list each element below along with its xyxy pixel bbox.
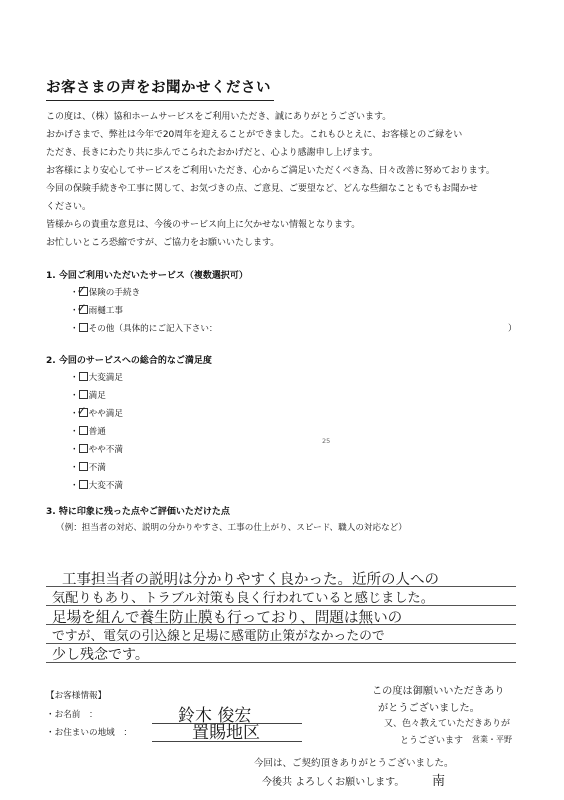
intro-line: 皆様からの貴重な意見は、今後のサービス向上に欠かせない情報となります。 — [46, 220, 361, 230]
page-stamp: 25 — [322, 437, 331, 445]
customer-info-label: 【お客様情報】 — [46, 691, 107, 701]
intro-line: ください。 — [46, 202, 92, 212]
survey-title: お客さまの声をお聞かせください — [46, 80, 271, 96]
title-underline — [46, 100, 274, 101]
checkbox[interactable] — [79, 390, 88, 399]
answer-handwriting-line: 気配りもあり、トラブル対策も良く行われていると感じました。 — [52, 591, 434, 606]
area-label: ・お住まいの地域 ： — [46, 728, 132, 738]
intro-line: ただき、長きにわたり共に歩んでこられたおかげだと、心より感謝申し上げます。 — [46, 148, 378, 158]
name-label: ・お名前 ： — [46, 710, 98, 720]
reply-initial: 南 — [432, 774, 446, 789]
closing-line: 今後共 よろしくお願いします。 — [262, 777, 405, 788]
reply-signature: 営業・平野 — [472, 735, 512, 744]
closing-line: 今回は、ご契約頂きありがとうございました。 — [254, 758, 454, 769]
q3-heading: 3. 特に印象に残った点やご評価いただけた点 — [46, 507, 230, 517]
answer-handwriting-line: 足場を組んで養生防止膜も行っており、問題は無いの — [52, 609, 403, 626]
reply-line: とうございます — [400, 736, 464, 746]
q1-heading: 1. 今回ご利用いただいたサービス（複数選択可） — [46, 271, 248, 281]
q2-heading: 2. 今回のサービスへの総合的なご満足度 — [46, 356, 212, 366]
q1-option-insurance[interactable]: ・ ✓ 保険の手続き — [70, 283, 141, 298]
q1-option-gutter[interactable]: ・ ✓ 雨樋工事 — [70, 301, 123, 316]
intro-line: お忙しいところ恐縮ですが、ご協力をお願いいたします。 — [46, 238, 280, 248]
intro-line: おかげさまで、弊社は今年で20周年を迎えることができました。これもひとえに、お客様とのご縁をい — [46, 130, 463, 140]
checkbox[interactable] — [79, 323, 88, 332]
answer-handwriting-line: 工事担当者の説明は分かりやすく良かった。近所の人への — [62, 572, 439, 588]
q3-example: （例：担当者の対応、説明の分かりやすさ、工事の仕上がり、スピード、職人の対応など） — [56, 523, 407, 533]
checkbox[interactable] — [79, 462, 88, 471]
area-field[interactable]: 置賜地区 — [192, 723, 260, 743]
check-mark-icon: ✓ — [76, 301, 87, 315]
reply-line: 又、色々教えていただきありが — [384, 719, 511, 729]
intro-text — [46, 108, 516, 252]
q2-option-unsatisfied[interactable]: ・ 不満 — [70, 463, 106, 473]
reply-line: この度は御願いいただきあり — [372, 686, 505, 697]
check-mark-icon: ✓ — [76, 283, 87, 297]
answer-handwriting-line: 少し残念です。 — [52, 647, 149, 663]
q2-option-somewhat-unsatisfied[interactable]: ・ やや不満 — [70, 445, 123, 455]
check-mark-icon: ✓ — [76, 404, 87, 418]
q1-option-other[interactable]: ・ その他（具体的にご記入下さい： — [70, 324, 218, 334]
name-field[interactable]: 鈴木 俊宏 — [178, 706, 252, 726]
q2-option-somewhat-satisfied[interactable]: ・ ✓ やや満足 — [70, 404, 123, 419]
q2-option-very-unsatisfied[interactable]: ・ 大変不満 — [70, 481, 123, 491]
intro-line: お客様により安心してサービスをご利用いただき、心からご満足いただくべき為、日々改善に努めております。 — [46, 166, 495, 176]
intro-line: この度は、（株）協和ホームサービスをご利用いただき、誠にありがとうございます。 — [46, 112, 392, 122]
checkbox[interactable] — [79, 426, 88, 435]
checkbox[interactable] — [79, 480, 88, 489]
reply-line: がとうございました。 — [378, 703, 480, 714]
checkbox[interactable] — [79, 372, 88, 381]
q2-option-satisfied[interactable]: ・ 満足 — [70, 391, 106, 401]
checkbox[interactable] — [79, 444, 88, 453]
q1-other-close: ） — [508, 324, 517, 334]
intro-line: 今回の保険手続きや工事に関して、お気づきの点、ご意見、ご要望など、どんな些細なこともでもお聞かせ — [46, 184, 478, 194]
q2-option-very-satisfied[interactable]: ・ 大変満足 — [70, 373, 123, 383]
answer-handwriting-line: ですが、電気の引込線と足場に感電防止策がなかったので — [52, 629, 385, 644]
q2-option-neutral[interactable]: ・ 普通 — [70, 427, 106, 437]
